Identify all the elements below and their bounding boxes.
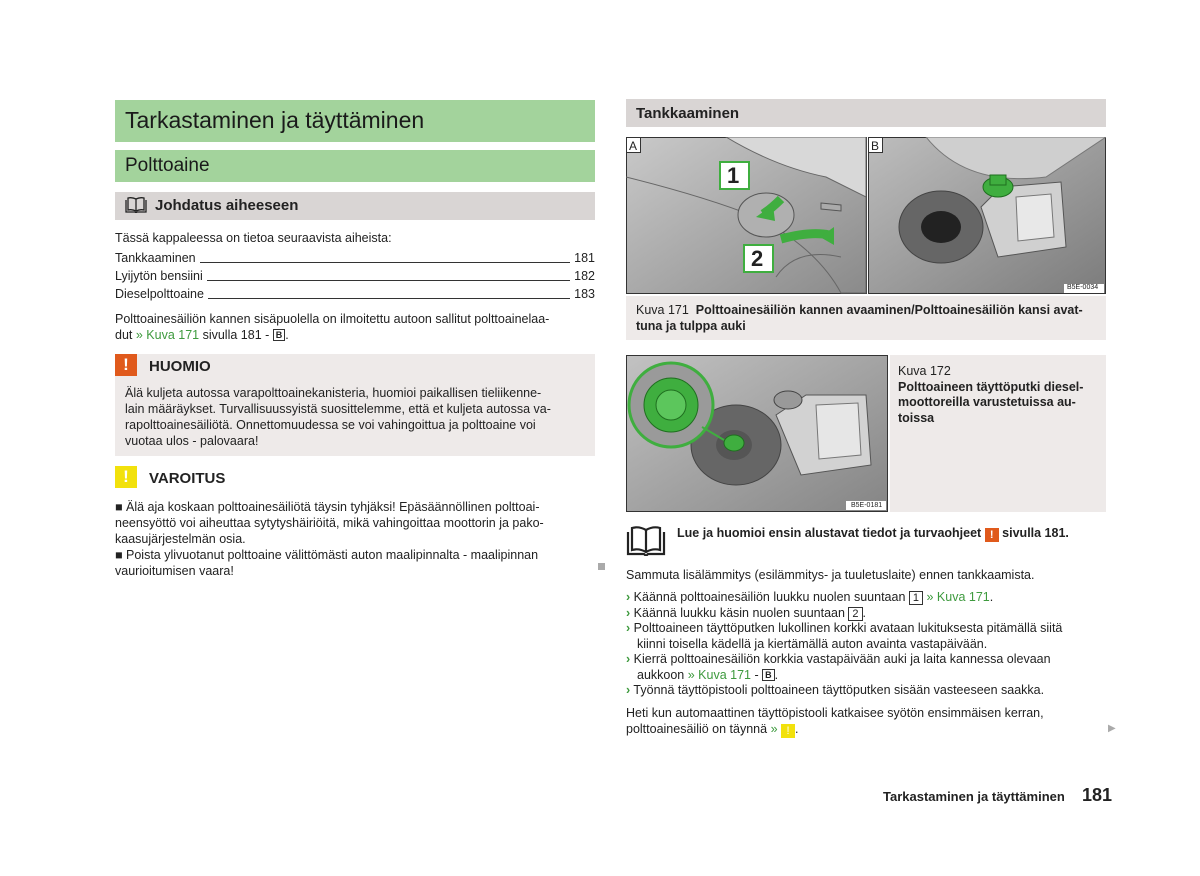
intro-header: Johdatus aiheeseen [155,197,299,214]
figure-label-b: B [871,139,880,153]
toc-page: 182 [570,269,595,283]
toc-page: 183 [570,287,595,301]
caption-number: Kuva 172 [898,364,951,378]
callout-1: 1 [727,163,740,188]
varoitus-text: ■ Älä aja koskaan polttoainesäiliötä täysin tyhjäksi! Epäsäännöllinen polttoai- neensyöttö voi aiheuttaa sytytyshäiriöitä, mikä vahingoittaa moottorin ja pako- kaasujärjestelmän osia. ■ Poista ylivuotanut polttoaine välittömästi auton maalipinnalta - maalipinnan vaurioitumisen vaara! [115,500,544,578]
toc-row[interactable] [115,251,595,267]
callout-ref: 1 [909,591,923,605]
intro-header-bar [115,192,595,220]
toc-row[interactable] [115,287,595,303]
figure-171-caption [626,296,1106,340]
list-item: › Käännä luukku käsin nuolen suuntaan 2 . [626,605,867,620]
toc-label: Dieselpolttoaine [115,287,208,301]
arrow-icon: › [626,652,631,666]
kuva-171-link[interactable]: » Kuva 171 [135,328,200,342]
huomio-box [115,354,595,456]
toc-page: 181 [570,251,595,265]
intro-text: Tässä kappaleessa on tietoa seuraavista aiheista: [115,231,392,245]
callout-2: 2 [751,246,764,271]
main-title: Tarkastaminen ja täyttäminen [125,107,425,133]
varoitus-title: VAROITUS [149,470,226,487]
arrow-icon: › [626,683,631,697]
figure-code: B5E-0034 [1067,284,1099,291]
caption-title: tuna ja tulppa auki [636,318,746,333]
arrow-icon: › [626,621,631,635]
kuva-171-link[interactable]: » Kuva 171 [687,667,751,682]
fuel-label-paragraph: Polttoainesäiliön kannen sisäpuolella on ilmoitettu autoon sallitut polttoainelaa- dut » Kuva 171 sivulla 181 - B . [115,312,550,342]
end-marker [598,563,605,570]
book-icon [125,197,147,213]
exclamation-icon: ! [115,354,137,376]
figure-172-caption: Kuva 172 Polttoaineen täyttöputki diesel- moottoreilla varustetuissa au- toissa [890,355,1106,512]
warning-icon: ! [115,466,137,488]
kuva-171-link[interactable]: » Kuva 171 [926,590,990,604]
caption-title: Polttoainesäiliön kannen avaaminen/Polttoainesäiliön kansi avat- [695,303,1083,317]
figure-ref-b: B [273,329,286,341]
toc-label: Tankkaaminen [115,251,200,265]
toc-row[interactable] [115,269,595,285]
toc-label: Lyijytön bensiini [115,269,207,283]
figure-label-a: A [629,139,638,153]
sub-title: Polttoaine [125,155,210,176]
footer-chapter: Tarkastaminen ja täyttäminen [883,789,1065,804]
steps-list [626,590,1106,699]
list-item: › Työnnä täyttöpistooli polttoaineen täyttöputken sisään vasteeseen saakka. [626,683,1045,697]
continue-arrow-icon: ▶ [1108,723,1116,734]
list-item: › Käännä polttoainesäiliön luukku nuolen suuntaan 1 » Kuva 171. [626,590,994,604]
warning-icon: ! [781,724,795,738]
refuel-intro: Sammuta lisälämmitys (esilämmitys- ja tuuletuslaite) ennen tankkaamista. [626,568,1035,582]
figure-code: B5E-0181 [851,502,883,509]
list-item: › Polttoaineen täyttöputken lukollinen korkki avataan lukituksesta pitämällä siitä kiinni toisella kädellä ja kiertämällä auton avainta vastapäivään. [626,621,1063,651]
huomio-text: Älä kuljeta autossa varapolttoainekanisteria, huomioi paikallisen tieliikenne- lain määräykset. Turvallisuussyistä suosittelemme, että et kuljeta autossa va- rapolttoainesäiliötä. Onnettomuudessa se voi vahingoittua ja polttoaine voi vuotaa ulos - palovaara! [125,386,551,448]
list-item: › Kierrä polttoainesäiliön korkkia vastapäivään auki ja laita kannessa olevaan aukkoon » Kuva 171 - B . [626,652,1051,682]
callout-ref: 2 [848,607,862,621]
figure-172 [626,355,888,512]
final-paragraph: Heti kun automaattinen täyttöpistooli katkaisee syötön ensimmäisen kerran, polttoainesäiliö on täynnä » ! . [626,706,1044,737]
book-icon [626,526,666,556]
exclamation-icon: ! [985,528,999,542]
section-title-bar [626,99,1106,127]
figure-171 [626,137,1106,294]
arrow-icon: › [626,590,631,604]
warning-link[interactable]: » [770,721,778,736]
huomio-title: HUOMIO [149,358,211,375]
arrow-icon: › [626,605,631,620]
figure-ref-b: B [762,669,775,681]
page-number: 181 [1082,785,1113,805]
caption-number: Kuva 171 [636,303,689,317]
sub-title-bar [115,150,595,182]
section-title: Tankkaaminen [636,105,740,122]
main-title-bar [115,100,595,142]
safety-note: Lue ja huomioi ensin alustavat tiedot ja turvaohjeet ! sivulla 181. [677,526,1069,541]
